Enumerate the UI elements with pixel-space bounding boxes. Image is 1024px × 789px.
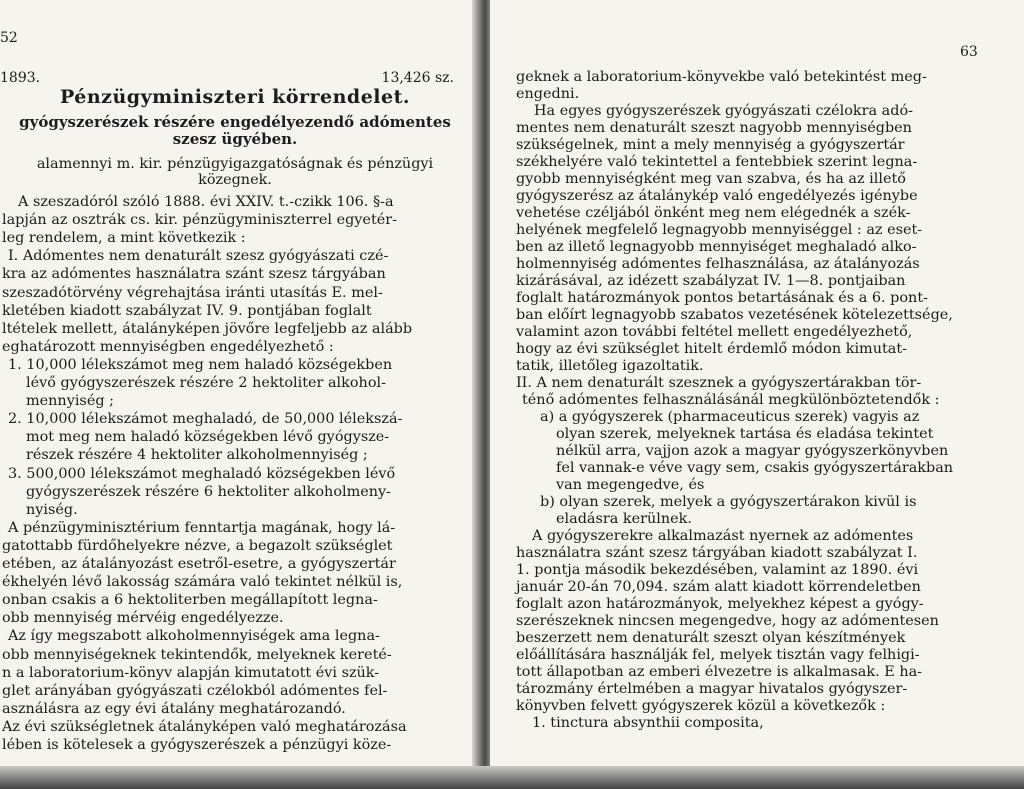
text-line: 1. pontja második bekezdésében, valamint az 1890. évi xyxy=(516,562,919,578)
text-line: II. A nem denaturált szesznek a gyógyszertárakban tör- xyxy=(516,375,922,391)
text-line: I. Adómentes nem denaturált szesz gyógyászati czé- xyxy=(8,248,389,265)
text-line: 1. tinctura absynthii composita, xyxy=(532,715,764,731)
text-line: engedni. xyxy=(516,86,580,102)
text-line: kra az adómentes használatra szánt szesz tárgyában xyxy=(2,266,386,283)
text-line: január 20-án 70,094. szám alatt kiadott körrendeletben xyxy=(516,579,921,595)
text-line: gyógyszerészek részére 6 hektoliter alkoholmeny- xyxy=(26,483,392,500)
text-line: ban előírt legnagyobb szabatos vezetésének kötelezettsége, xyxy=(516,307,953,323)
text-line: Az így megszabott alkoholmennyiségek ama legna- xyxy=(8,628,380,645)
document-subtitle-line: gyógyszerészek részére engedélyezendő adómentes xyxy=(19,113,451,131)
text-line: eghatározott mennyiségben engedélyezhető : xyxy=(2,338,334,355)
text-line: a) a gyógyszerek (pharmaceuticus szerek) vagyis az xyxy=(540,409,920,425)
text-line: etében, az átalányozást esetről-esetre, a gyógyszertár xyxy=(2,556,396,572)
text-line: foglalt azon határozmányok, melyekhez képest a gyógy- xyxy=(516,596,924,612)
text-line: ltételek mellett, átalányképen jövőre legfeljebb az alább xyxy=(2,320,413,337)
text-line: foglalt határozmányok pontos betartásának és a 6. pont- xyxy=(516,290,928,306)
text-line: gatottabb fürdőhelyekre nézve, a begazolt szükséglet xyxy=(2,537,393,554)
text-line: vehetése czéljából önként meg nem elégednék a szék- xyxy=(516,205,911,221)
text-line: onban csakis a 6 hektoliterben megállapított legna- xyxy=(2,592,378,609)
text-line: geknek a laboratorium-könyvekbe való betekintést meg- xyxy=(516,69,927,85)
text-line: van megengedve, és xyxy=(556,477,705,493)
text-line: tározmány értelmében a magyar hivatalos gyógyszer- xyxy=(516,681,908,697)
text-line: előállítására használják fel, melyek tisztán vagy felhigi- xyxy=(516,647,920,663)
text-line: ben az illető legnagyobb mennyiséget meghaladó alko- xyxy=(516,239,917,255)
text-line: obb mennyiségeknek tekintendők, melyeknek kereté- xyxy=(2,646,392,663)
text-line: leg rendelem, a mint következik : xyxy=(2,230,246,247)
text-line: 3. 500,000 lélekszámot meghaladó községekben lévő xyxy=(8,465,396,482)
document-title: Pénzügyminiszteri körrendelet. xyxy=(60,86,410,108)
text-line: A pénzügyminisztérium fenntartja magának, hogy lá- xyxy=(8,519,396,536)
text-line: szeszadótörvény végrehajtása iránti utasítás E. mel- xyxy=(2,284,383,301)
right-page xyxy=(490,0,1024,789)
text-line: tatik, illetőleg igazoltatik. xyxy=(516,358,704,374)
text-line: ténő adómentes felhasználásánál megkülönböztetendők : xyxy=(522,392,940,408)
text-line: asználásra az egy évi átalány meghatározandó. xyxy=(2,700,346,717)
text-line: 1. 10,000 lélekszámot meg nem haladó községekben xyxy=(8,356,393,373)
text-line: nélkül arra, vajjon azok a magyar gyógyszerkönyvben xyxy=(556,443,949,459)
text-line: gyobb mennyiségként meg van szabva, és ha az illető xyxy=(516,171,906,187)
text-line: lévő gyógyszerészek részére 2 hektoliter alkohol- xyxy=(26,375,386,391)
text-line: eladásra kerülnek. xyxy=(556,511,692,527)
text-line: helyének megfelelő legnagyobb mennyiséggel : az eset- xyxy=(516,222,923,238)
text-line: ékhelyén lévő lakosság számára való tekintet nélkül is, xyxy=(2,574,403,591)
text-line: székhelyére való tekintettel a fentebbiek szerint legna- xyxy=(516,154,918,170)
text-line: könyvben felvett gyógyszerek közül a következők : xyxy=(516,698,886,714)
text-line: mentes nem denaturált szeszt nagyobb mennyiségben xyxy=(516,120,912,136)
addressee-line: közegnek. xyxy=(198,172,272,188)
text-line: valamint azon további feltétel mellett engedélyezhető, xyxy=(516,324,913,340)
text-line: hogy az évi szükséglet hitelt érdemlő módon kimutat- xyxy=(516,341,907,357)
text-line: részek részére 4 hektoliter alkoholmennyiség ; xyxy=(26,447,368,464)
text-line: A gyógyszerekre alkalmazást nyernek az adómentes xyxy=(532,528,914,544)
text-line: szükségelnek, mint a mely mennyiség a gyógyszertár xyxy=(516,137,905,153)
document-number: 13,426 sz. xyxy=(381,70,454,86)
text-line: használatra szánt szesz tárgyában kiadott szabályzat I. xyxy=(516,545,918,561)
text-line: kizárásával, az idézett szabályzat IV. 1—8. pontjaiban xyxy=(516,273,906,289)
text-line: olyan szerek, melyeknek tartása és eladása tekintet xyxy=(556,426,934,442)
text-line: lében is kötelesek a gyógyszerészek a pénzügyi köze- xyxy=(2,737,392,753)
text-line: kletében kiadott szabályzat IV. 9. pontjában foglalt xyxy=(2,302,372,319)
text-line: nyiség. xyxy=(26,501,78,518)
text-line: 2. 10,000 lélekszámot meghaladó, de 50,000 lélekszá- xyxy=(8,411,403,428)
text-line: A szeszadóról szóló 1888. évi XXIV. t.-czikk 106. §-a xyxy=(18,194,394,210)
page-number: 52 xyxy=(0,30,18,46)
text-line: b) olyan szerek, melyek a gyógyszertárakon kivül is xyxy=(540,494,917,510)
text-line: obb mennyiség mérvéig engedélyezze. xyxy=(2,610,284,627)
text-line: holmennyiség adómentes felhasználása, az átalányozás xyxy=(516,256,920,272)
text-line: Ha egyes gyógyszerészek gyógyászati czélokra adó- xyxy=(534,103,913,119)
text-line: beszerzett nem denaturált szeszt olyan készítmények xyxy=(516,630,906,646)
text-line: fel vannak-e véve vagy sem, csakis gyógyszertárakban xyxy=(556,460,954,476)
addressee-line: alamennyi m. kir. pénzügyigazgatóságnak és pénzügyi xyxy=(36,156,434,172)
text-line: lapján az osztrák cs. kir. pénzügyminiszterrel egyetér- xyxy=(2,212,397,229)
text-line: gyógyszerész az átalánykép való engedélyezés igénybe xyxy=(516,188,918,204)
text-line: n a laboratorium-könyv alapján kimutatott évi szük- xyxy=(2,664,380,681)
text-line: mennyiség ; xyxy=(26,393,114,410)
text-line: glet arányában gyógyászati czélokból adómentes fel- xyxy=(2,682,388,699)
text-line: tott állapotban az emberi élvezetre is alkalmasak. E ha- xyxy=(516,664,923,680)
scan-edge xyxy=(0,766,1024,789)
page-number: 63 xyxy=(960,44,978,60)
text-line: szerészeknek nincsen megengedve, hogy az adómentesen xyxy=(516,613,939,629)
document-subtitle-line: szesz ügyében. xyxy=(172,130,298,148)
text-line: mot meg nem haladó községekben lévő gyógysze- xyxy=(26,429,390,446)
left-page xyxy=(0,0,478,789)
text-line: Az évi szükségletnek átalányképen való meghatározása xyxy=(2,718,407,735)
document-year: 1893. xyxy=(0,70,41,86)
